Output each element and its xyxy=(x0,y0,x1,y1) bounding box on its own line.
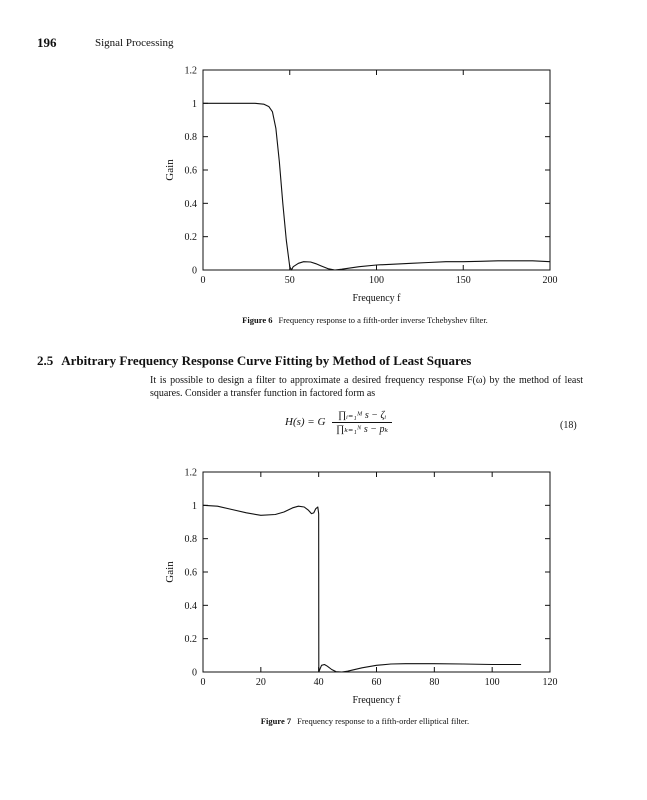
fig7-xtick-label: 0 xyxy=(200,677,206,688)
equation-lhs: H(s) = G xyxy=(285,416,326,429)
figure-7-label: Figure 7 xyxy=(260,716,292,726)
section-number: 2.5 xyxy=(37,353,54,368)
figure-6-caption-text: Frequency response to a fifth-order inverse Tchebyshev filter. xyxy=(278,315,488,325)
running-title: Signal Processing xyxy=(95,37,174,49)
figure-6-label: Figure 6 xyxy=(242,315,273,325)
fig7-series-line xyxy=(203,505,521,672)
fig7-ytick-label: 0.6 xyxy=(184,567,197,579)
fig6-plot-frame xyxy=(203,70,550,270)
equation-denominator: ∏ₖ₌₁ᴺ s − pₖ xyxy=(336,424,389,435)
fig6-ytick-label: 0.8 xyxy=(184,132,197,144)
fig7-xlabel: Frequency f xyxy=(352,695,401,706)
equation-fraction xyxy=(332,410,392,435)
fig7-ytick-label: 0.8 xyxy=(184,534,197,546)
fig7-xtick-label: 120 xyxy=(542,677,558,688)
fig7-xtick-label: 60 xyxy=(371,677,382,688)
section-title: Arbitrary Frequency Response Curve Fitting by Method of Least Squares xyxy=(61,353,472,368)
fig6-ytick-label: 0.4 xyxy=(184,198,197,210)
fig6-xtick-label: 50 xyxy=(284,275,295,286)
fig6-ylabel: Gain xyxy=(164,159,176,181)
fig7-xtick-label: 40 xyxy=(313,677,324,688)
fig6-ytick-label: 0.6 xyxy=(184,165,197,177)
figure-7-chart xyxy=(150,462,580,712)
fig7-ytick-label: 1.2 xyxy=(184,467,197,479)
page-number: 196 xyxy=(37,35,57,50)
fig7-ytick-label: 0.2 xyxy=(184,634,197,646)
fig7-ylabel: Gain xyxy=(164,561,176,583)
fig6-xtick-label: 100 xyxy=(369,275,384,286)
fig7-ytick-label: 0.4 xyxy=(184,600,197,612)
fig6-ytick-label: 0 xyxy=(192,265,197,277)
figure-7-caption xyxy=(150,716,580,726)
figure-6-caption xyxy=(150,315,580,325)
fig6-ytick-label: 1 xyxy=(192,98,197,110)
fig7-ytick-label: 1 xyxy=(192,500,197,512)
equation-18 xyxy=(285,410,392,435)
fig7-plot-frame xyxy=(203,472,550,672)
section-heading xyxy=(37,353,471,369)
fig7-xtick-label: 20 xyxy=(255,677,266,688)
fig6-ytick-label: 0.2 xyxy=(184,232,197,244)
fig7-ytick-label: 0 xyxy=(192,667,197,679)
fig6-series-line xyxy=(203,103,550,270)
body-paragraph: It is possible to design a filter to approximate a desired frequency response F(ω) by the method of least squares. Consider a transfer function in factored form as xyxy=(150,375,583,399)
fig6-xtick-label: 200 xyxy=(542,275,558,286)
figure-6-chart xyxy=(150,60,580,310)
fig7-xtick-label: 80 xyxy=(429,677,440,688)
figure-7-caption-text: Frequency response to a fifth-order elliptical filter. xyxy=(297,716,470,726)
fig6-xtick-label: 150 xyxy=(455,275,471,286)
equation-number: (18) xyxy=(560,420,577,431)
fig6-ytick-label: 1.2 xyxy=(184,65,197,77)
equation-numerator: ∏ᵢ₌₁ᴹ s − ζᵢ xyxy=(332,410,392,423)
fig6-xlabel: Frequency f xyxy=(352,293,401,304)
fig7-xtick-label: 100 xyxy=(484,677,500,688)
fig6-xtick-label: 0 xyxy=(200,275,206,286)
